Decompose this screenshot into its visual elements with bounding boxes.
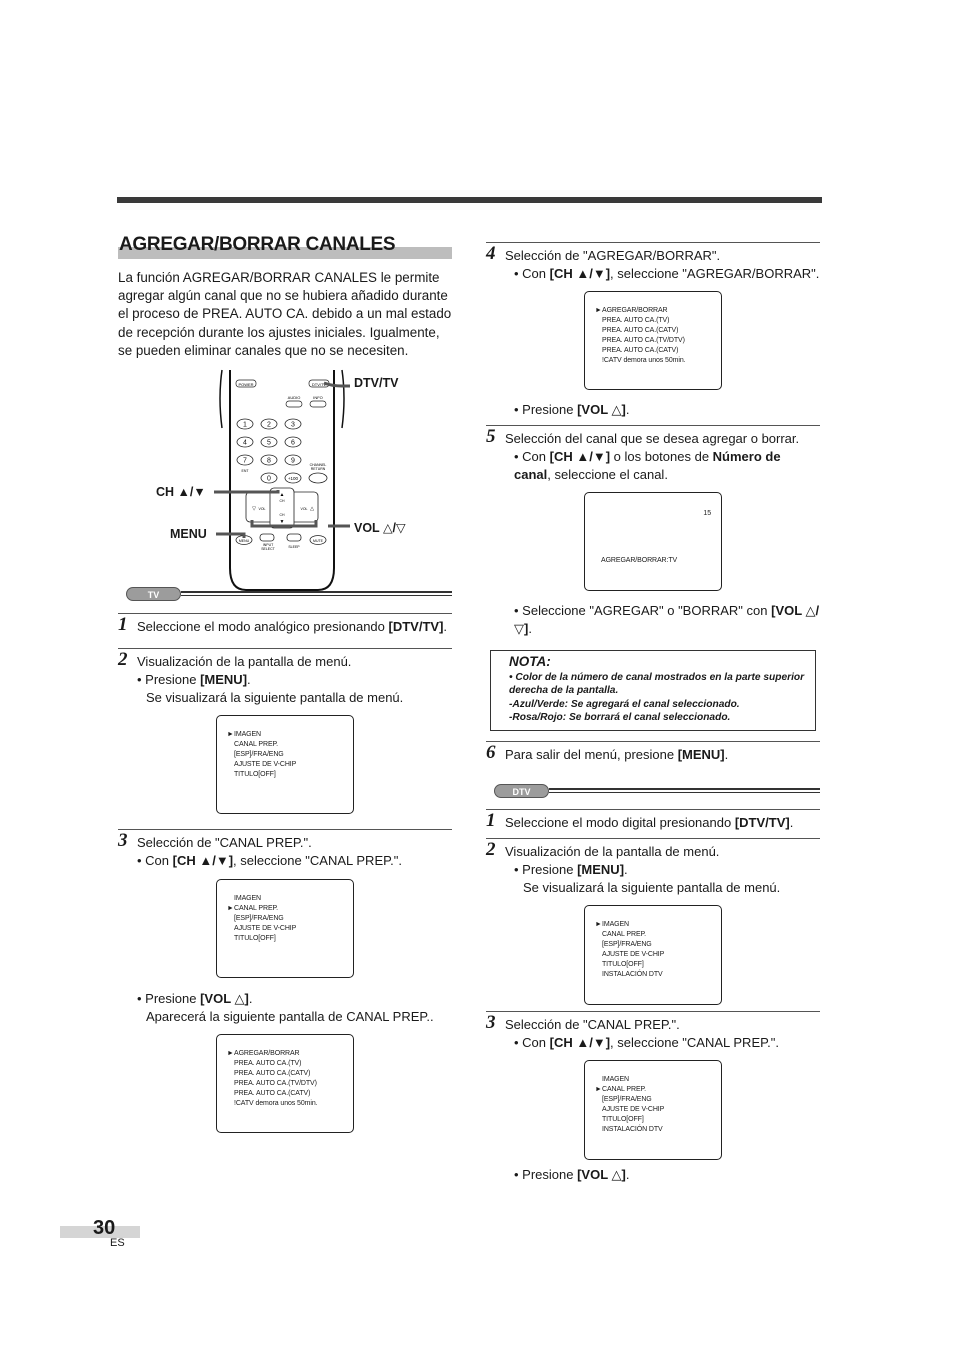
left-column	[118, 235, 452, 1133]
svg-text:1: 1	[243, 421, 247, 429]
tv-step-5-vol: • Seleccione "AGREGAR" o "BORRAR" con [VOL △/▽].	[514, 603, 820, 636]
key-ch: CH	[279, 499, 285, 504]
tv-mode-bar	[118, 587, 452, 601]
screen-canal-prep-tv: ►AGREGAR/BORRAR PREA. AUTO CA.(TV) PREA. AUTO CA.(CATV) PREA. AUTO CA.(TV/DTV) PREA. AUTO CA.(CATV) !CATV demora unos 50min.	[216, 1034, 354, 1133]
screen-menu-dtv: ►IMAGEN CANAL PREP. [ESP]/FRA/ENG AJUSTE DE V-CHIP TITULO[OFF] INSTALACIÓN DTV	[584, 905, 722, 1005]
key-power: POWER	[238, 382, 254, 388]
svg-text:▲: ▲	[279, 492, 285, 499]
key-dtvtv: DTV/TV	[311, 382, 327, 388]
key-audio: AUDIO	[287, 395, 301, 401]
svg-text:SLEEP: SLEEP	[288, 545, 300, 550]
dtv-mode-badge: DTV	[494, 784, 549, 798]
svg-text:4: 4	[243, 439, 247, 447]
note-box: NOTA: • Color de la número de canal mostrados en la parte superior derecha de la pantalla. -Azul/Verde: Se agregará el canal seleccionado. -Rosa/Rojo: Se borrará el canal seleccionado.	[490, 650, 816, 731]
screen-menu-tv: ►IMAGEN CANAL PREP. [ESP]/FRA/ENG AJUSTE DE V-CHIP TITULO[OFF]	[216, 715, 354, 814]
screen-menu-dtv-canal: IMAGEN ►CANAL PREP. [ESP]/FRA/ENG AJUSTE DE V-CHIP TITULO[OFF] INSTALACIÓN DTV	[584, 1060, 722, 1160]
svg-text:▼: ▼	[279, 519, 285, 526]
top-rule	[117, 197, 822, 203]
tv-mode-badge: TV	[126, 587, 181, 601]
tv-step-6: 6 Para salir del menú, presione [MENU].	[486, 741, 820, 764]
dtv-mode-bar	[486, 784, 820, 798]
tv-step-4: 4 Selección de "AGREGAR/BORRAR". • Con [CH ▲/▼], seleccione "AGREGAR/BORRAR".	[486, 243, 820, 281]
key-menu: MENU	[238, 539, 250, 544]
tv-step-3-vol: • Presione [VOL △]. Aparecerá la siguiente pantalla de CANAL PREP..	[137, 991, 434, 1025]
svg-text:SELECT: SELECT	[261, 547, 275, 552]
page-number: 30	[93, 1217, 116, 1239]
section-title	[118, 235, 452, 259]
svg-text:8: 8	[267, 457, 271, 465]
svg-text:0: 0	[267, 475, 271, 483]
svg-text:5: 5	[267, 439, 271, 447]
svg-text:RETURN: RETURN	[310, 467, 326, 472]
page-title: AGREGAR/BORRAR CANALES	[119, 234, 396, 255]
svg-text:△: △	[310, 506, 314, 513]
svg-text:6: 6	[291, 439, 295, 447]
svg-text:VOL: VOL	[300, 507, 308, 512]
svg-text:9: 9	[291, 457, 295, 465]
svg-text:CHANNEL: CHANNEL	[309, 463, 327, 468]
svg-text:ENT: ENT	[241, 469, 249, 474]
remote-illustration	[118, 368, 452, 594]
tv-step-3: 3 Selección de "CANAL PREP.". • Con [CH ▲/▼], seleccione "CANAL PREP.".	[118, 829, 452, 870]
label-dtv-tv: DTV/TV	[354, 376, 399, 391]
svg-text:+100: +100	[287, 476, 299, 482]
svg-text:INPUT: INPUT	[262, 543, 274, 548]
tv-step-2: 2 Visualización de la pantalla de menú. • Presione [MENU]. Se visualizará la siguiente pantalla de menú.	[118, 648, 452, 707]
dtv-step-2: 2 Visualización de la pantalla de menú. • Presione [MENU]. Se visualizará la siguiente pantalla de menú.	[486, 838, 820, 897]
tv-step-5: 5 Selección del canal que se desea agregar o borrar. • Con [CH ▲/▼] o los botones de Número de canal, seleccione el canal.	[486, 425, 820, 484]
key-info: INFO	[313, 395, 323, 401]
dtv-step-3-vol: • Presione [VOL △].	[514, 1166, 630, 1182]
svg-text:2: 2	[267, 421, 271, 429]
page-language: ES	[110, 1237, 125, 1249]
remote-control-drawing	[118, 368, 452, 594]
tv-step-4-vol: • Presione [VOL △].	[514, 402, 630, 417]
screen-menu-tv-canal: IMAGEN ►CANAL PREP. [ESP]/FRA/ENG AJUSTE DE V-CHIP TITULO[OFF]	[216, 879, 354, 978]
key-mute: MUTE	[313, 539, 323, 544]
svg-text:CH: CH	[279, 513, 285, 518]
screen-canal-prep-select: ►AGREGAR/BORRAR PREA. AUTO CA.(TV) PREA. AUTO CA.(CATV) PREA. AUTO CA.(TV/DTV) PREA. AUTO CA.(CATV) !CATV demora unos 50min.	[584, 291, 722, 390]
intro-text: La función AGREGAR/BORRAR CANALES le permite agregar algún canal que no se hubiera añadido durante el proceso de PREA. AUTO CA. debido a un mal estado de recepción durante los ajustes iniciales. Igualmente, se pueden eliminar canales que no se necesiten.	[118, 270, 452, 358]
svg-text:7: 7	[243, 457, 247, 465]
label-menu: MENU	[170, 527, 207, 542]
label-ch: CH ▲/▼	[156, 485, 206, 500]
tv-step-1: 1 Seleccione el modo analógico presionando [DTV/TV].	[118, 613, 452, 636]
svg-text:▽: ▽	[252, 506, 256, 513]
label-vol: VOL △/▽	[354, 521, 406, 536]
dtv-step-3: 3 Selección de "CANAL PREP.". • Con [CH ▲/▼], seleccione "CANAL PREP.".	[486, 1011, 820, 1052]
screen-channel: 15 AGREGAR/BORRAR:TV	[584, 492, 722, 591]
right-column	[486, 242, 820, 1184]
svg-text:3: 3	[291, 421, 295, 429]
key-vol: VOL	[258, 507, 266, 512]
dtv-step-1: 1 Seleccione el modo digital presionando [DTV/TV].	[486, 809, 820, 832]
